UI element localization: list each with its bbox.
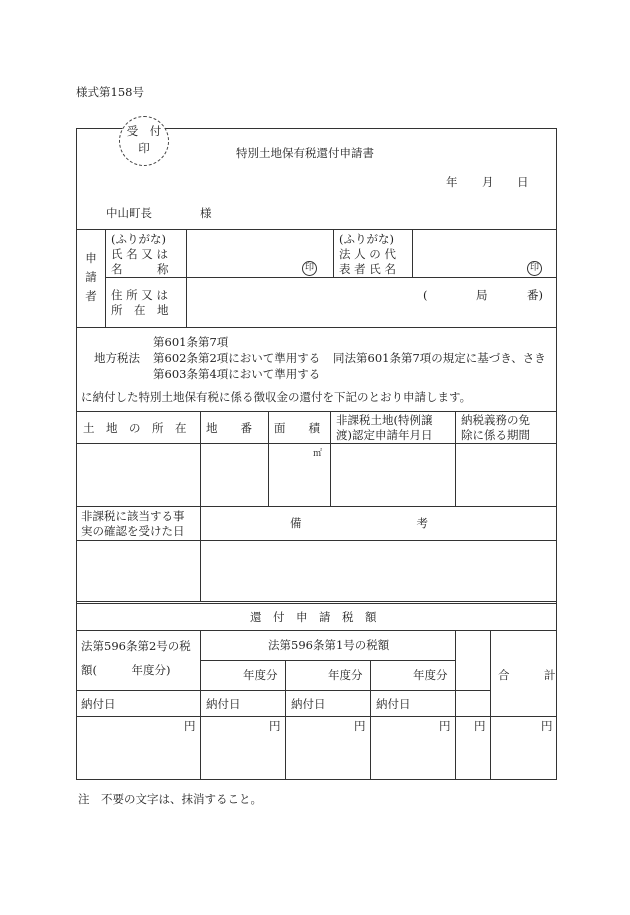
header-exempt-2: 除に係る期間 [461, 428, 530, 442]
form-number: 様式第158号 [76, 85, 144, 99]
header-location: 土 地 の 所 在 [83, 421, 187, 435]
statement-line-2: に納付した特別土地保有税に係る徴収金の還付を下記のとおり申請します。 [81, 390, 472, 404]
rep-label-2: 表 者 氏 名 [339, 262, 396, 276]
addressee-name: 中山町長 [106, 206, 152, 220]
name-label-1: 氏 名 又 は [111, 247, 168, 261]
header-cert-1: 非課税土地(特例譲 [336, 413, 433, 427]
receipt-stamp [119, 116, 169, 166]
header-lot: 地 番 [206, 421, 252, 435]
form-title: 特別土地保有税還付申請書 [236, 146, 374, 160]
header-exempt-1: 納税義務の免 [461, 413, 530, 427]
address-label-2: 所 在 地 [111, 303, 169, 317]
yen-2: 円 [269, 719, 281, 733]
name-seal-icon: 印 [302, 261, 317, 276]
paid-date-4: 納付日 [376, 697, 411, 711]
addressee-honorific: 様 [200, 206, 212, 220]
yen-3: 円 [354, 719, 366, 733]
applicant-label: 申請者 [85, 251, 97, 303]
date-day: 日 [517, 175, 529, 189]
furigana-label-right: (ふりがな) [339, 232, 394, 246]
yen-4: 円 [439, 719, 451, 733]
statement-article-1: 第601条第7項 [153, 335, 229, 349]
total-label: 合 計 [498, 668, 556, 682]
rep-seal-icon: 印 [527, 261, 542, 276]
paid-date-2: 納付日 [206, 697, 241, 711]
yen-1: 円 [184, 719, 196, 733]
furigana-label-left: (ふりがな) [111, 232, 166, 246]
date-year: 年 [446, 175, 458, 189]
name-label-2: 名 称 [111, 262, 169, 276]
statement-article-2: 第602条第2項において準用する [153, 351, 321, 365]
art596-1-label: 法第596条第1号の税額 [268, 638, 390, 652]
paid-date-1: 納付日 [81, 697, 116, 711]
address-label-1: 住 所 又 は [111, 288, 168, 302]
refund-title: 還 付 申 請 税 額 [250, 610, 377, 624]
area-unit: ㎡ [313, 449, 323, 459]
year-share-2: 年度分 [328, 668, 363, 682]
year-share-1: 年度分 [243, 668, 278, 682]
receipt-stamp-bottom: 印 [138, 141, 150, 155]
phone-exchange: 局 [476, 288, 488, 302]
header-area: 面 積 [274, 421, 320, 435]
rep-label-1: 法 人 の 代 [339, 247, 396, 261]
confirm-label-2: 実の確認を受けた日 [81, 524, 185, 538]
statement-law: 地方税法 [94, 351, 140, 365]
date-month: 月 [482, 175, 494, 189]
confirm-label-1: 非課税に該当する事 [81, 509, 185, 523]
header-cert-2: 渡)認定申請年月日 [336, 428, 433, 442]
yen-5: 円 [474, 719, 486, 733]
statement-article-2-cont: 同法第601条第7項の規定に基づき、さき [333, 351, 546, 365]
footer-note: 注 不要の文字は、抹消すること。 [78, 792, 262, 806]
paid-date-3: 納付日 [291, 697, 326, 711]
remarks-header: 備 考 [290, 516, 428, 530]
art596-2-label-1: 法第596条第2号の税 [81, 639, 191, 653]
phone-number: 番) [527, 288, 543, 302]
receipt-stamp-top: 受 付 [126, 124, 162, 138]
statement-article-3: 第603条第4項において準用する [153, 367, 321, 381]
art596-2-label-2: 額( 年度分) [81, 663, 171, 677]
yen-total: 円 [541, 719, 553, 733]
year-share-3: 年度分 [413, 668, 448, 682]
phone-open: ( [423, 288, 428, 302]
